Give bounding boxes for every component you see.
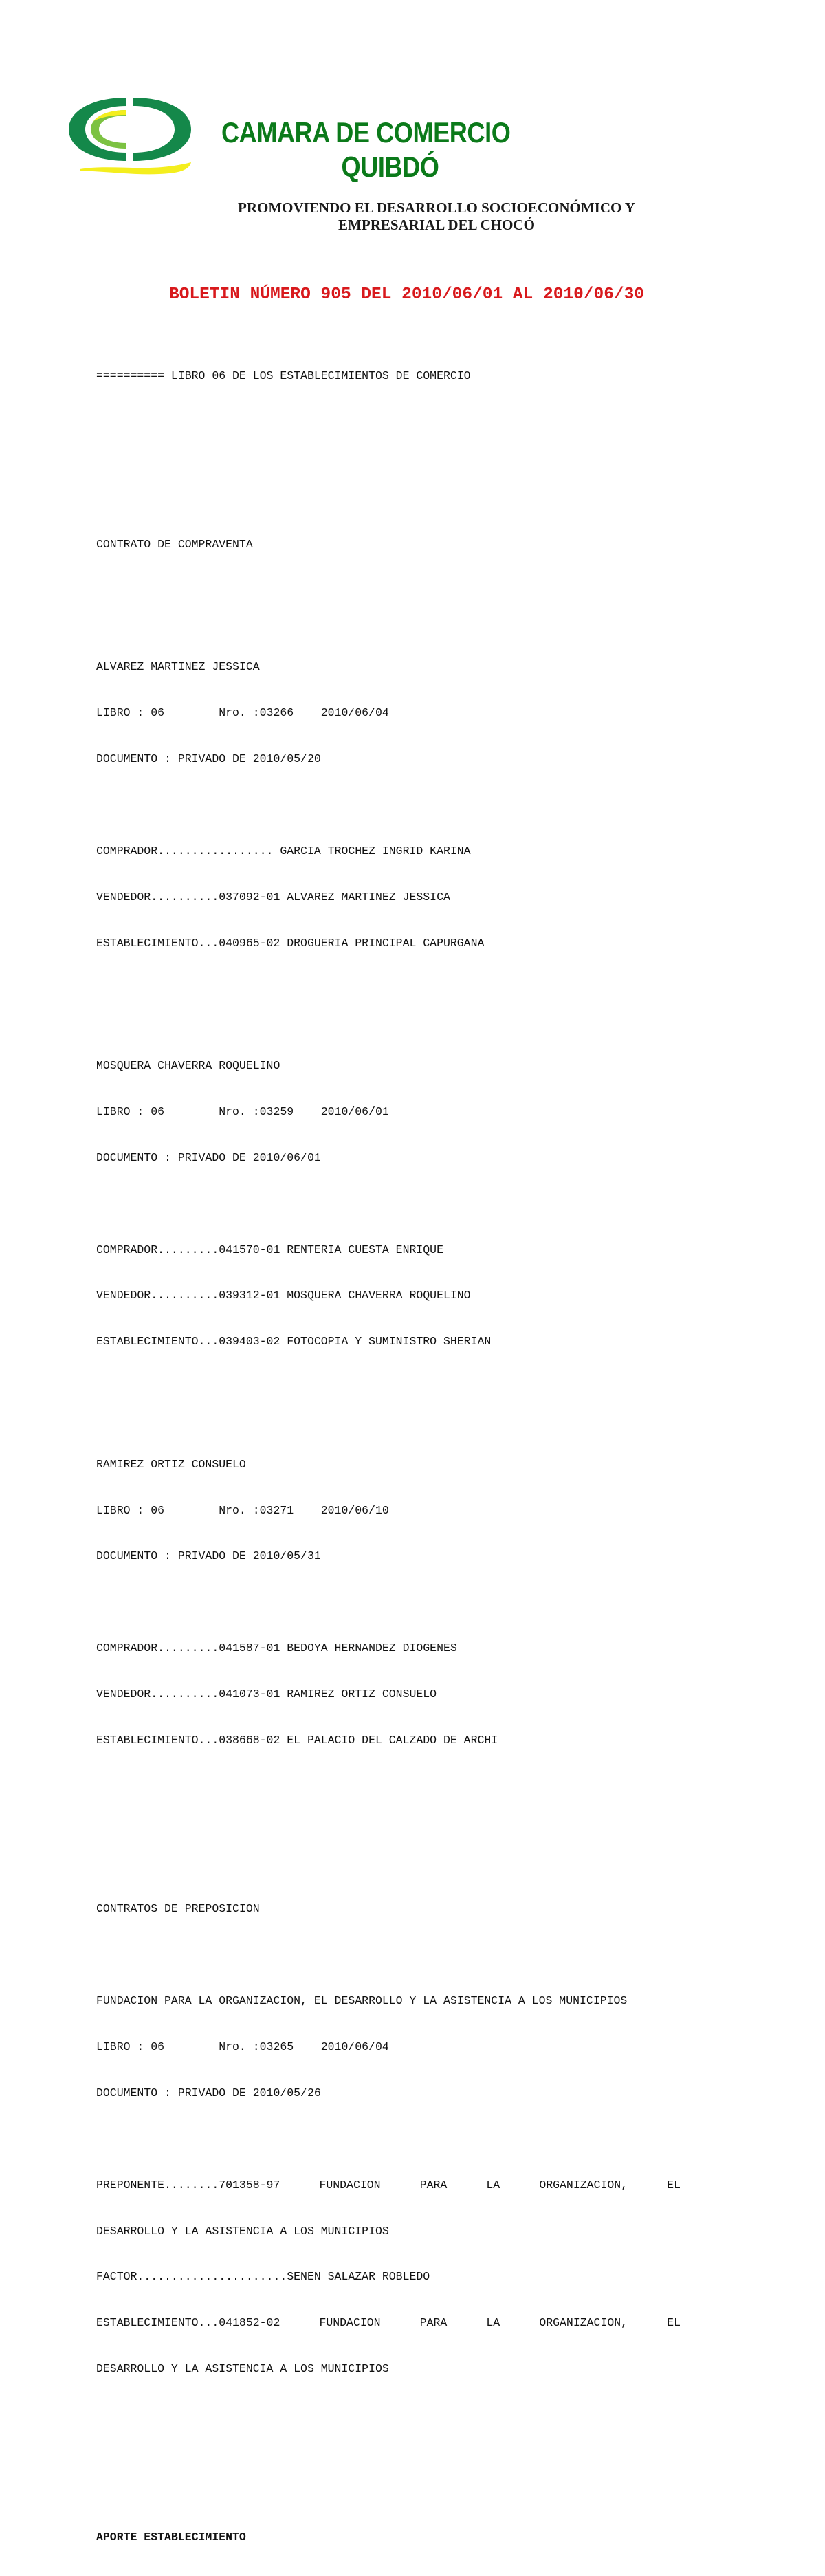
entry-comprador: COMPRADOR................. GARCIA TROCHEZ INGRID KARINA bbox=[96, 844, 471, 858]
entry-vendedor: VENDEDOR..........039312-01 MOSQUERA CHAVERRA ROQUELINO bbox=[96, 1289, 471, 1302]
entry-libro-line: LIBRO : 06 Nro. :03265 2010/06/04 bbox=[96, 2040, 389, 2053]
entry-preponente-continuation: DESARROLLO Y LA ASISTENCIA A LOS MUNICIPIOS bbox=[96, 2224, 389, 2238]
entry-documento-line: DOCUMENTO : PRIVADO DE 2010/05/31 bbox=[96, 1549, 321, 1563]
entry-establecimiento: ESTABLECIMIENTO...039403-02 FOTOCOPIA Y SUMINISTRO SHERIAN bbox=[96, 1335, 492, 1349]
entry-documento-line: DOCUMENTO : PRIVADO DE 2010/05/26 bbox=[96, 2086, 321, 2099]
entry-factor: FACTOR......................SENEN SALAZAR ROBLEDO bbox=[96, 2270, 430, 2284]
camara-comercio-logo-icon bbox=[66, 96, 194, 177]
bulletin-body bbox=[96, 338, 681, 2576]
section-heading-preposicion: CONTRATOS DE PREPOSICION bbox=[96, 1902, 260, 1916]
entry-vendedor: VENDEDOR..........037092-01 ALVAREZ MARTINEZ JESSICA bbox=[96, 890, 450, 904]
entry-libro-line: LIBRO : 06 Nro. :03271 2010/06/10 bbox=[96, 1503, 389, 1517]
entry-name: MOSQUERA CHAVERRA ROQUELINO bbox=[96, 1058, 280, 1072]
section-heading-aporte: APORTE ESTABLECIMIENTO bbox=[96, 2531, 246, 2544]
entry-comprador: COMPRADOR.........041570-01 RENTERIA CUESTA ENRIQUE bbox=[96, 1243, 443, 1256]
bulletin-title: BOLETIN NÚMERO 905 DEL 2010/06/01 AL 2010/06/30 bbox=[169, 285, 645, 304]
section-heading-compraventa: CONTRATO DE COMPRAVENTA bbox=[96, 537, 253, 551]
entry-establecimiento-continuation: DESARROLLO Y LA ASISTENCIA A LOS MUNICIPIOS bbox=[96, 2362, 389, 2376]
entry-documento-line: DOCUMENTO : PRIVADO DE 2010/05/20 bbox=[96, 752, 321, 766]
entry-name: ALVAREZ MARTINEZ JESSICA bbox=[96, 660, 260, 674]
entry-establecimiento: ESTABLECIMIENTO...041852-02 FUNDACION PARA LA ORGANIZACION, EL bbox=[96, 2316, 681, 2330]
entry-establecimiento: ESTABLECIMIENTO...040965-02 DROGUERIA PRINCIPAL CAPURGANA bbox=[96, 936, 485, 950]
entry-libro-line: LIBRO : 06 Nro. :03266 2010/06/04 bbox=[96, 706, 389, 720]
entry-establecimiento: ESTABLECIMIENTO...038668-02 EL PALACIO DEL CALZADO DE ARCHI bbox=[96, 1734, 498, 1747]
entry-name: RAMIREZ ORTIZ CONSUELO bbox=[96, 1457, 246, 1471]
tagline bbox=[206, 199, 667, 234]
entry-libro-line: LIBRO : 06 Nro. :03259 2010/06/01 bbox=[96, 1104, 389, 1118]
organization-name bbox=[206, 116, 525, 184]
entry-name: FUNDACION PARA LA ORGANIZACION, EL DESARROLLO Y LA ASISTENCIA A LOS MUNICIPIOS bbox=[96, 1994, 628, 2008]
entry-vendedor: VENDEDOR..........041073-01 RAMIREZ ORTIZ CONSUELO bbox=[96, 1688, 437, 1701]
entry-documento-line: DOCUMENTO : PRIVADO DE 2010/06/01 bbox=[96, 1150, 321, 1164]
libro-header: ========== LIBRO 06 DE LOS ESTABLECIMIENTOS DE COMERCIO bbox=[96, 369, 471, 382]
entry-preponente: PREPONENTE........701358-97 FUNDACION PARA LA ORGANIZACION, EL bbox=[96, 2178, 681, 2192]
organization-name-line1: CAMARA DE COMERCIO bbox=[221, 116, 511, 149]
entry-comprador: COMPRADOR.........041587-01 BEDOYA HERNANDEZ DIOGENES bbox=[96, 1641, 457, 1655]
tagline-line1: PROMOVIENDO EL DESARROLLO SOCIOECONÓMICO Y bbox=[238, 199, 635, 216]
organization-name-line2: QUIBDÓ bbox=[341, 151, 439, 183]
tagline-line2: EMPRESARIAL DEL CHOCÓ bbox=[338, 217, 535, 233]
